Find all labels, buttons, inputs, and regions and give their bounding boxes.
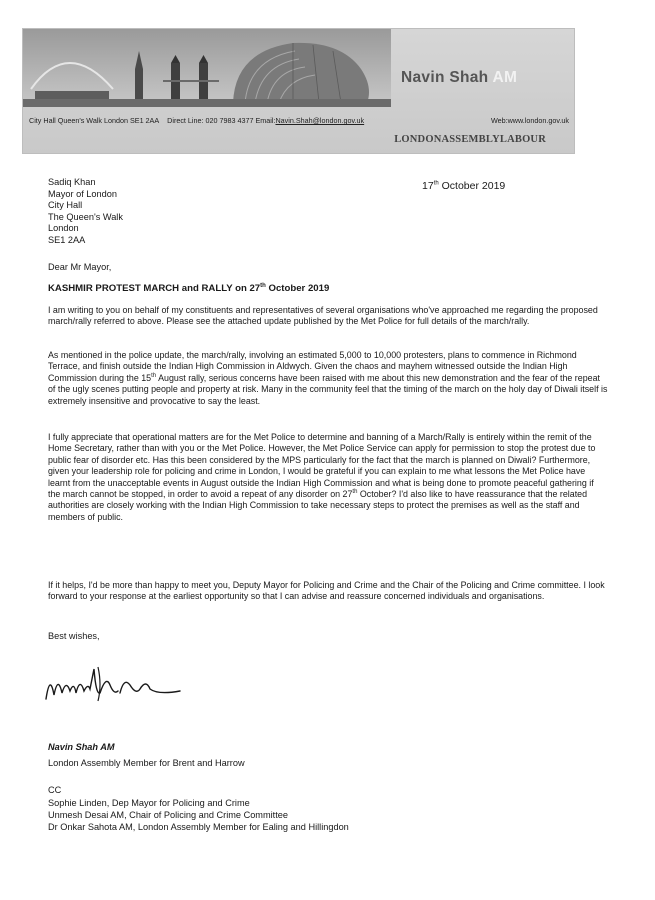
paragraph-4: If it helps, I'd be more than happy to meet you, Deputy Mayor for Policing and Crime and the Chair of the Policing and Crime committee. I look forward to your response at the earliest opportunity so that I can advise and reassure concerned individuals and organisations. <box>48 580 605 602</box>
email-link[interactable]: Navin.Shah@london.gov.uk <box>275 116 365 125</box>
paragraph-2-text: As mentioned in the police update, the march/rally, involving an estimated 5,000 to 10,000 protesters, plans to commence in Richmond Terrace, and finish outside the Indian High Commission in Aldwych. Given the chaos and mayhem witnessed outside the Indian High Commission during the 15 <box>48 350 577 383</box>
paragraph-2 <box>48 350 608 407</box>
recipient-line: SE1 2AA <box>48 234 86 245</box>
recipient-line: Mayor of London <box>48 188 117 199</box>
cc-list <box>48 797 349 833</box>
recipient-line: London <box>48 223 79 233</box>
sender-suffix: AM <box>492 69 518 86</box>
cc-label: CC <box>48 785 62 795</box>
contact-line <box>29 116 569 125</box>
email-label: Email: <box>255 116 276 125</box>
party-banner: LONDONASSEMBLYLABOUR <box>394 134 546 145</box>
direct-line: Direct Line: 020 7983 4377 <box>167 116 254 125</box>
salutation: Dear Mr Mayor, <box>48 262 112 272</box>
sender-name: Navin Shah AM <box>48 742 115 752</box>
recipient-line: Sadiq Khan <box>48 177 96 187</box>
signoff: Best wishes, <box>48 631 100 641</box>
letter-date <box>422 180 505 192</box>
paragraph-2-text-cont: August rally, serious concerns have been raised with me about this new demonstration and the fear of the repeat of the ugly scenes putting people and property at risk. Many in the community feel that the timing of the march on the holy day of Diwali itself is extremely insensitive and provocative to say the least. <box>48 372 608 406</box>
paragraph-3-text-cont: October? I'd also like to have reassurance that the related authorities are closely working with the Indian High Commission to take necessary steps to protect the premises as well as the staff and members of public. <box>48 489 588 522</box>
date-month-year: October 2019 <box>441 180 506 192</box>
website-link[interactable]: Web:www.london.gov.uk <box>490 116 569 125</box>
paragraph-2-sup: th <box>151 372 157 379</box>
subject-date: October 2019 <box>268 283 330 294</box>
date-suffix: th <box>433 180 439 187</box>
paragraph-3 <box>48 432 608 523</box>
letterhead-name <box>401 69 571 87</box>
paragraph-3-sup: th <box>352 489 358 496</box>
date-day: 17 <box>422 180 434 192</box>
office-address: City Hall Queen's Walk London SE1 2AA <box>29 116 160 125</box>
cc-item: Sophie Linden, Dep Mayor for Policing and Crime <box>48 798 250 808</box>
paragraph-3-text: I fully appreciate that operational matters are for the Met Police to determine and banning of a March/Rally is entirely within the remit of the Home Secretary, rather than with you or the Met Police. However, the Met Police Service can apply for permission to stop the protest due to public fear of disorder etc. Has this been considered by the MPS particularly for the fact that the march is planned on Diwali? Furthermore, given your leadership role for policing and crime in London, I would be grateful if you can explain to me what lessons the Met Police have learnt from the unacceptable events in August outside the Indian High Commission and what is being done to promote peaceful gathering if the march cannot be stopped, in order to avoid a repeat of any disorder on 27 <box>48 432 596 500</box>
cc-item: Dr Onkar Sahota AM, London Assembly Member for Ealing and Hillingdon <box>48 822 349 832</box>
recipient-address <box>48 177 123 246</box>
subject-line <box>48 283 329 294</box>
paragraph-1: I am writing to you on behalf of my constituents and representatives of several organisations who've approached me regarding the proposed march/rally referred to above. Please see the attached update published by the Met Police for full details of the march/rally. <box>48 305 598 327</box>
london-skyline-photo <box>23 29 391 107</box>
recipient-line: The Queen's Walk <box>48 211 123 222</box>
subject-suffix: th <box>260 282 266 289</box>
subject-text: KASHMIR PROTEST MARCH and RALLY on 27 <box>48 283 261 294</box>
letterhead <box>22 28 575 154</box>
cc-item: Unmesh Desai AM, Chair of Policing and Crime Committee <box>48 810 288 820</box>
sender-name-heading: Navin Shah <box>401 69 489 86</box>
recipient-line: City Hall <box>48 200 83 210</box>
sender-role: London Assembly Member for Brent and Harrow <box>48 758 245 768</box>
handwritten-signature <box>40 655 190 715</box>
